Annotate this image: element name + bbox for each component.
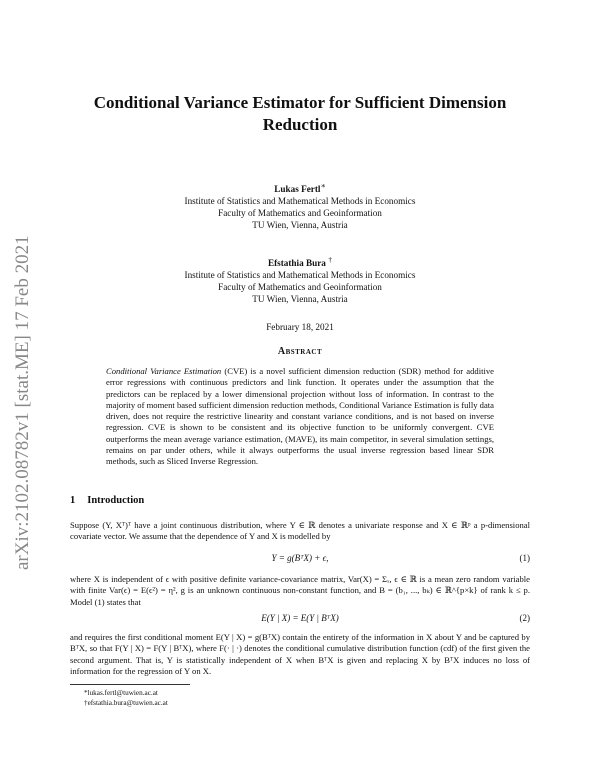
footnote: †efstathia.bura@tuwien.ac.at xyxy=(84,699,168,707)
arxiv-stamp xyxy=(12,200,38,570)
author-affiliation: TU Wien, Vienna, Austria xyxy=(252,294,348,305)
footnote-mark: ∗ xyxy=(320,181,326,190)
abstract-lead: Conditional Variance Estimation xyxy=(106,366,222,376)
body-paragraph: and requires the first conditional moment E(Y | X) = g(BᵀX) contain the entirety of the information in X about Y and be captured by BᵀX, so that F(Y | X) = F(Y | BᵀX), where F(· | ·) denotes the conditional cumulative distribution function (cdf) of the first given the second argument. That is, Y is statistically independent of X when BᵀX is given and replacing X by BᵀX induces no loss of information for the regression of Y on X. xyxy=(70,632,530,676)
author-affiliation: Faculty of Mathematics and Geoinformation xyxy=(218,282,382,293)
author-affiliation: TU Wien, Vienna, Austria xyxy=(252,220,348,231)
abstract-heading: Abstract xyxy=(277,346,323,357)
equation-body: E(Y | X) = E(Y | BᵀX) xyxy=(261,613,339,623)
abstract-body: (CVE) is a novel sufficient dimension reduction (SDR) method for additive error regressions with continuous predictors and link function. It operates under the assumption that the predictors can be replaced by a lower dimensional projection without loss of information. In contrast to the majority of moment based sufficient dimension reduction methods, Conditional Variance Estimation is fully data driven, does not require the restrictive linearity and constant variance conditions, and is not based on inverse regression. CVE is shown to be consistent and its objective function to be uniformly convergent. CVE outperforms the mean average variance estimation, (MAVE), its main competitor, in several simulation settings, remains on par under others, while it always outperforms the usual inverse regression based linear SDR methods, such as Sliced Inverse Regression. xyxy=(106,366,494,467)
equation-number: (1) xyxy=(519,553,530,563)
author-block xyxy=(140,254,460,305)
author-name: Efstathia Bura xyxy=(267,258,326,269)
footnote: *lukas.fertl@tuwien.ac.at xyxy=(84,689,158,697)
author-affiliation: Institute of Statistics and Mathematical Methods in Economics xyxy=(184,196,416,207)
section-number: 1 xyxy=(70,495,76,506)
author-block xyxy=(140,180,460,231)
author-list xyxy=(140,180,460,328)
author-affiliation: Institute of Statistics and Mathematical Methods in Economics xyxy=(184,270,416,281)
footnote-mark: † xyxy=(328,255,333,265)
section-heading xyxy=(70,495,144,506)
author-name: Lukas Fertl xyxy=(274,184,321,195)
equation-number: (2) xyxy=(519,613,530,623)
footnote-divider xyxy=(70,684,190,685)
author-affiliation: Faculty of Mathematics and Geoinformation xyxy=(218,208,382,219)
body-paragraph: where X is independent of ϵ with positive definite variance-covariance matrix, Var(X) = Σₓ, ϵ ∈ ℝ is a mean zero random variable with finite Var(ϵ) = E(ϵ²) = η², g is an unknown continuous non-constant function, and B = (b₁, ..., bₖ) ∈ ℝ^{p×k} of rank k ≤ p. Model (1) states that xyxy=(70,574,530,607)
footnotes xyxy=(84,688,168,708)
abstract-text xyxy=(106,366,494,468)
section-title: Introduction xyxy=(87,495,145,506)
paper-title: Conditional Variance Estimator for Sufficient Dimension Reduction xyxy=(93,93,507,134)
arxiv-identifier: arXiv:2102.08782v1 [stat.ME] 17 Feb 2021 xyxy=(12,235,33,570)
body-paragraph: Suppose (Y, Xᵀ)ᵀ have a joint continuous distribution, where Y ∈ ℝ denotes a univariate response and X ∈ ℝᵖ a p-dimensional covariate vector. We assume that the dependence of Y and X is modelled by xyxy=(70,520,530,542)
equation-body: Y = g(BᵀX) + ϵ, xyxy=(271,553,329,563)
paper-date: February 18, 2021 xyxy=(266,322,334,332)
